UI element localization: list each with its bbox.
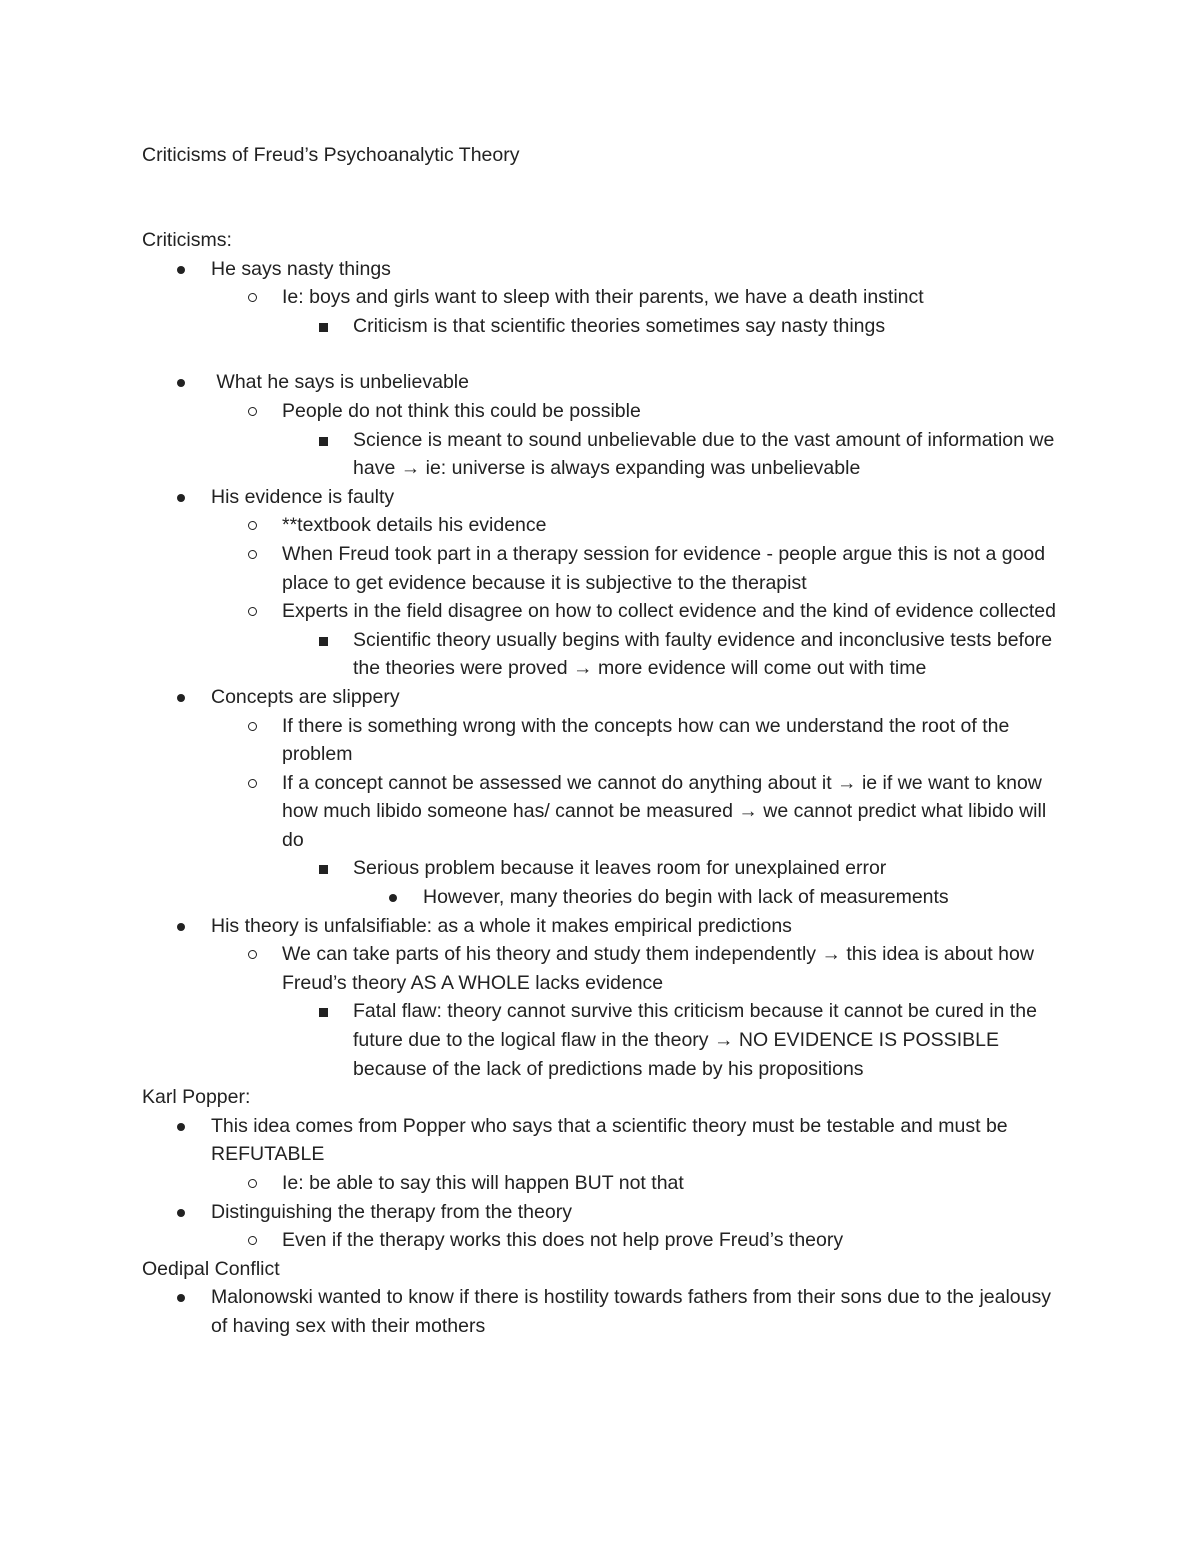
list-item-text: Malonowski wanted to know if there is hostility towards fathers from their sons due to the jealousy of having sex with their mothers	[211, 1286, 1057, 1337]
list-item	[353, 312, 1072, 341]
disc-bullet-icon	[177, 494, 185, 502]
disc-bullet-icon	[177, 1123, 185, 1131]
circle-bullet-icon	[248, 550, 257, 559]
disc-bullet-icon	[177, 379, 185, 387]
list-item-text: **textbook details his evidence	[282, 514, 547, 537]
list-item-text: Fatal flaw: theory cannot survive this criticism because it cannot be cured in the future due to the logical flaw in the theory → NO EVIDENCE IS POSSIBLE because of the lack of predictions made by his propositions	[353, 1000, 1043, 1080]
list-item	[282, 1169, 1072, 1198]
list-item-text: Concepts are slippery	[211, 685, 400, 708]
square-bullet-icon	[319, 637, 328, 646]
list-item-text: Science is meant to sound unbelievable due to the vast amount of information we have → ie: universe is always expanding was unbelievable	[353, 428, 1060, 480]
disc-bullet-icon	[177, 266, 185, 274]
disc-bullet-icon	[389, 894, 397, 902]
circle-bullet-icon	[248, 521, 257, 530]
disc-bullet-icon	[177, 1209, 185, 1217]
circle-bullet-icon	[248, 607, 257, 616]
disc-bullet-icon	[177, 694, 185, 702]
list-item-text: His theory is unfalsifiable: as a whole it makes empirical predictions	[211, 914, 792, 937]
list-item	[282, 511, 1072, 540]
square-bullet-icon	[319, 865, 328, 874]
circle-bullet-icon	[248, 950, 257, 959]
list-item	[353, 426, 1072, 483]
list-item	[211, 1198, 1072, 1227]
list-item	[211, 683, 1072, 712]
list-item	[282, 1226, 1072, 1255]
section-heading: Oedipal Conflict	[142, 1257, 280, 1280]
list-item	[353, 997, 1072, 1083]
section-heading: Karl Popper:	[142, 1086, 251, 1109]
list-item	[353, 854, 1072, 883]
circle-bullet-icon	[248, 1236, 257, 1245]
list-item-text: Distinguishing the therapy from the theory	[211, 1200, 572, 1223]
square-bullet-icon	[319, 437, 328, 446]
list-item-text: This idea comes from Popper who says that a scientific theory must be testable and must be REFUTABLE	[211, 1114, 1014, 1166]
list-item	[211, 255, 1072, 284]
circle-bullet-icon	[248, 779, 257, 788]
bullet-list	[142, 1283, 1072, 1340]
square-bullet-icon	[319, 323, 328, 332]
circle-bullet-icon	[248, 1179, 257, 1188]
list-item-text: Ie: be able to say this will happen BUT not that	[282, 1172, 684, 1194]
disc-bullet-icon	[177, 1294, 185, 1302]
list-item-text: However, many theories do begin with lack of measurements	[423, 886, 949, 909]
section-heading: Criticisms:	[142, 229, 232, 251]
circle-bullet-icon	[248, 722, 257, 731]
list-item	[282, 597, 1072, 626]
list-item	[211, 1283, 1072, 1340]
bullet-list	[142, 1112, 1072, 1255]
list-item-text: If there is something wrong with the concepts how can we understand the root of the problem	[282, 714, 1015, 766]
list-item-text: When Freud took part in a therapy session for evidence - people argue this is not a good place to get evidence because it is subjective to the therapist	[282, 542, 1051, 594]
list-item-text: Ie: boys and girls want to sleep with their parents, we have a death instinct	[282, 286, 924, 309]
circle-bullet-icon	[248, 293, 257, 302]
list-item-text: If a concept cannot be assessed we cannot do anything about it → ie if we want to know how much libido someone has/ cannot be measured → we cannot predict what libido will do	[282, 771, 1052, 851]
list-item-text: Scientific theory usually begins with faulty evidence and inconclusive tests before the theories were proved → more evidence will come out with time	[353, 628, 1058, 680]
disc-bullet-icon	[177, 923, 185, 931]
list-item-text: His evidence is faulty	[211, 485, 395, 508]
list-item-text: What he says is unbelievable	[211, 371, 469, 394]
list-item	[282, 283, 1072, 312]
bullet-list	[142, 255, 1072, 1084]
list-item-text: Criticism is that scientific theories sometimes say nasty things	[353, 314, 886, 337]
list-item-text: People do not think this could be possible	[282, 399, 641, 422]
list-item-text: We can take parts of his theory and study them independently → this idea is about how Freud’s theory AS A WHOLE lacks evidence	[282, 943, 1040, 994]
list-item	[353, 626, 1072, 683]
list-item-text: Serious problem because it leaves room for unexplained error	[353, 857, 887, 880]
list-item	[423, 883, 1072, 912]
list-item	[282, 940, 1072, 997]
list-item	[211, 368, 1072, 397]
list-item-text: Experts in the field disagree on how to collect evidence and the kind of evidence collected	[282, 600, 1056, 623]
list-item	[211, 1112, 1072, 1169]
list-item	[211, 483, 1072, 512]
list-item	[282, 397, 1072, 426]
document-body	[142, 226, 1072, 1341]
document-title: Criticisms of Freud’s Psychoanalytic Theory	[142, 144, 520, 166]
list-item-text: He says nasty things	[211, 257, 391, 280]
list-item	[282, 540, 1072, 597]
list-item	[282, 712, 1072, 769]
list-item-text: Even if the therapy works this does not help prove Freud’s theory	[282, 1229, 844, 1252]
square-bullet-icon	[319, 1008, 328, 1017]
list-item	[282, 769, 1072, 855]
blank-line	[142, 340, 1072, 368]
circle-bullet-icon	[248, 407, 257, 416]
list-item	[211, 912, 1072, 941]
